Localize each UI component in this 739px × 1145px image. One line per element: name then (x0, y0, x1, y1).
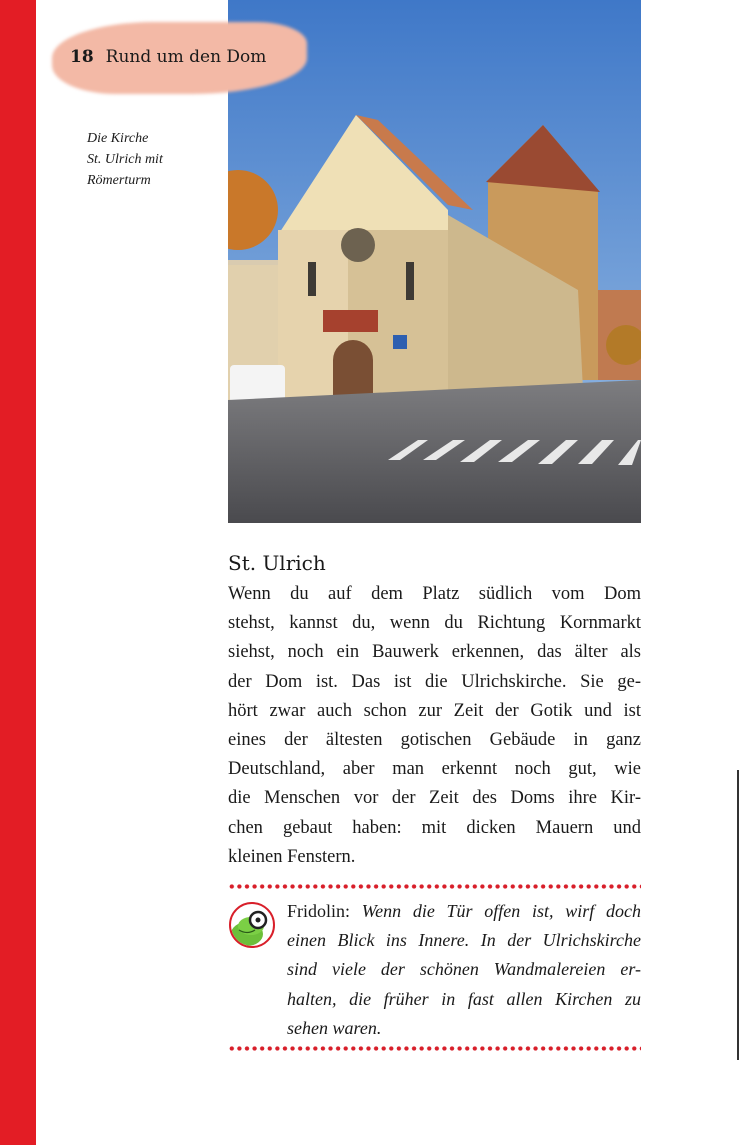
caption-line: St. Ulrich mit (87, 152, 163, 167)
tip-line: sind viele der schönen Wandmalereien er- (287, 959, 641, 980)
body-line: hört zwar auch schon zur Zeit der Gotik und ist (228, 700, 641, 721)
article-body (228, 580, 641, 872)
fridolin-tip (287, 897, 641, 1043)
page-number: 18 (70, 47, 94, 67)
body-line: der Dom ist. Das ist die Ulrichskirche. Sie ge- (228, 671, 641, 692)
caption-line: Die Kirche (87, 131, 149, 146)
tip-line: einen Blick ins Innere. In der Ulrichskirche (287, 930, 641, 951)
body-line: Deutschland, aber man erkennt noch gut, wie (228, 759, 641, 780)
tip-speaker: Fridolin: (287, 901, 351, 921)
body-line: eines der ältesten gotischen Gebäude in ganz (228, 729, 641, 750)
body-line: chen gebaut haben: mit dicken Mauern und (228, 817, 641, 838)
body-line: stehst, kannst du, wenn du Richtung Kornmarkt (228, 613, 641, 634)
photo-caption (87, 128, 163, 191)
body-line: siehst, noch ein Bauwerk erkennen, das älter als (228, 642, 641, 663)
tip-line: halten, die früher in fast allen Kirchen zu (287, 988, 641, 1009)
body-line: kleinen Fenstern. (228, 846, 356, 867)
body-line: Wenn du auf dem Platz südlich vom Dom (228, 584, 641, 604)
body-line: die Menschen vor der Zeit des Doms ihre Kir- (228, 788, 641, 809)
section-title: Rund um den Dom (105, 47, 267, 67)
article-heading: St. Ulrich (228, 551, 326, 575)
fridolin-chameleon-icon (229, 902, 275, 948)
caption-line: Römerturm (87, 173, 151, 188)
church-photo (228, 0, 641, 523)
red-margin-bar (0, 0, 36, 1145)
running-header (70, 47, 266, 67)
dotted-divider-bottom (228, 1046, 641, 1051)
tip-line: Wenn die Tür offen ist, wirf doch (361, 901, 641, 921)
dotted-divider-top (228, 884, 641, 889)
tip-line: sehen waren. (287, 1017, 382, 1038)
